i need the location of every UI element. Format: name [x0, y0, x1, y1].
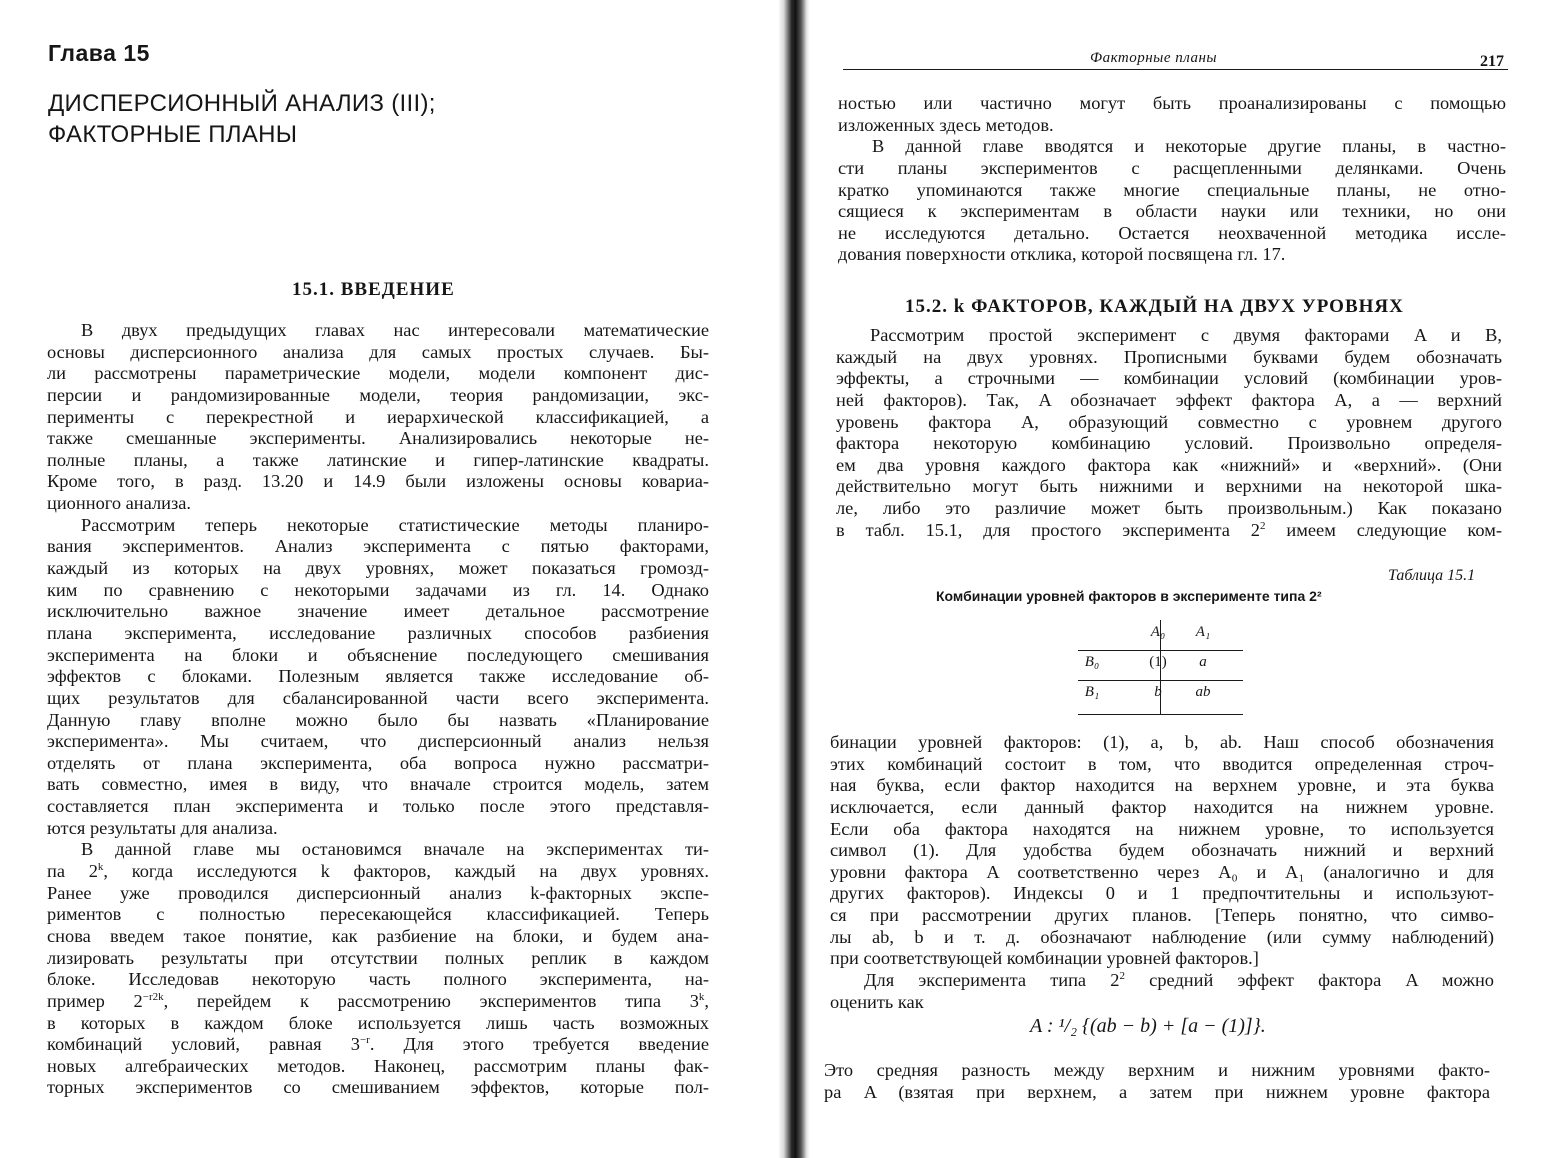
table-cell: (1) — [1149, 654, 1167, 670]
table-rule — [1078, 714, 1243, 715]
text-line: щих результатов для сбалансированной части всего эксперимента. — [47, 687, 709, 708]
text-line: эксперимента на блоки и объяснение последующего смешивания — [47, 644, 709, 665]
text-line: эффекты, а строчными — комбинации условий (комбинации уров- — [836, 368, 1502, 389]
text-line: не исследуются детально. Остается неохваченной методика иссле- — [838, 222, 1506, 243]
text-line: лизировать результаты при отсутствии полных реплик в каждом — [47, 947, 709, 968]
text-line: фактора некоторую комбинацию условий. Произвольно определя- — [836, 433, 1502, 454]
text-line: других факторов). Индексы 0 и 1 предпочтительны и используют- — [830, 883, 1494, 904]
text-line: плана эксперимента, исследование различных способов разбиения — [47, 622, 709, 643]
text-line: бинации уровней факторов: (1), a, b, ab. Наш способ обозначения — [830, 732, 1494, 752]
text-line: ким по сравнению с некоторыми задачами из гл. 14. Однако — [47, 579, 709, 600]
table-rule — [1160, 620, 1161, 714]
text-line: эффектов с блоками. Полезным является также исследование об- — [47, 666, 709, 687]
table-label: Таблица 15.1 — [1388, 567, 1476, 584]
text-line: уровень фактора A, образующий совместно с уровнем другого — [836, 411, 1502, 432]
chapter-title — [48, 88, 608, 150]
text-line: составляется план эксперимента и только после этого представля- — [47, 796, 709, 817]
text-line: блоке. Исследовав некоторую часть полного эксперимента, на- — [47, 969, 709, 990]
text-line: сящиеся к экспериментам в области науки или техники, но они — [838, 201, 1506, 222]
text-line: вать совместно, имея в виду, что вначале строится модель, затем — [47, 774, 709, 795]
header-rule — [843, 69, 1508, 70]
text-line: ются результаты для анализа. — [47, 817, 278, 838]
text-line: ся при рассмотрении других планов. [Теперь понятно, что симво- — [830, 905, 1494, 926]
text-line: Это средняя разность между верхним и нижним уровнями факто- — [824, 1060, 1490, 1080]
text-line: риментов с полностью пересекающейся классификацией. Теперь — [47, 904, 709, 925]
text-line: при соответствующей комбинации уровней факторов.] — [830, 948, 1259, 969]
book-gutter — [778, 0, 810, 1158]
text-line: Если оба фактора находятся на нижнем уровне, то используется — [830, 818, 1494, 839]
text-line: ле, либо это различие может быть произвольным.) Как показано — [836, 498, 1502, 519]
text-line: Кроме того, в разд. 13.20 и 14.9 были изложены основы ковариа- — [47, 471, 709, 492]
text-line: также смешанные эксперименты. Анализировались некоторые не- — [47, 428, 709, 449]
text-line: каждый на двух уровнях. Прописными буквами будем обозначать — [836, 346, 1502, 367]
text-line: уровни фактора A соответственно через A₀ и A₁ (аналогично и для — [830, 861, 1494, 882]
text-line: пример $2^{-r2k}$, перейдем к рассмотрению экспериментов типа 3$^k$, — [47, 990, 710, 1011]
text-line: ней факторов). Так, A обозначает эффект фактора A, a — верхний — [836, 389, 1502, 410]
text-line: Данную главу вполне можно было бы назвать «Планирование — [47, 709, 709, 730]
text-line: ра A (взятая при верхнем, а затем при нижнем уровне фактора — [824, 1081, 1490, 1102]
text-line: исключительно важное значение имеет детальное рассмотрение — [47, 601, 709, 622]
text-line: отделять от плана эксперимента, оба вопроса нужно рассматри- — [47, 752, 709, 773]
table-cell: a — [1199, 654, 1207, 670]
text-line: В данной главе вводятся и некоторые другие планы, в частно- — [872, 136, 1506, 157]
page-number: 217 — [1480, 53, 1504, 70]
table-cell: b — [1154, 684, 1162, 700]
chapter-label: Глава 15 — [48, 40, 150, 66]
text-line: ционного анализа. — [47, 493, 192, 514]
table-cell: ab — [1195, 684, 1211, 700]
text-line: торных экспериментов со смешиванием эффектов, которые пол- — [47, 1077, 709, 1098]
text-line: па 2$^k$, когда исследуются k факторов, каждый на двух уровнях. — [47, 860, 709, 882]
body-text-left — [47, 320, 709, 1099]
section-title-15-1: 15.1. ВВЕДЕНИЕ — [292, 279, 455, 300]
text-line: ем два уровня каждого фактора как «нижний» и «верхний». (Они — [836, 454, 1502, 475]
text-line: основы дисперсионного анализа для самых простых случаев. Бы- — [47, 341, 709, 362]
body-text-right-top — [838, 93, 1506, 266]
text-line: комбинаций условий, равная $3^{-r}$. Для этого требуется введение — [47, 1034, 709, 1055]
text-line: новых алгебраических методов. Наконец, рассмотрим планы фак- — [47, 1055, 709, 1076]
text-line: персии и рандомизированные модели, теория рандомизации, экс- — [47, 384, 709, 405]
text-line: ностью или частично могут быть проанализированы с помощью — [838, 93, 1506, 113]
left-page — [0, 0, 780, 1158]
table-caption: Комбинации уровней факторов в эксперименте типа 2² — [936, 588, 1322, 604]
table-row-header: B₀ — [1084, 654, 1100, 670]
factor-table — [1078, 620, 1243, 718]
text-line: перименты с перекрестной и иерархической классификацией, а — [47, 406, 709, 427]
body-text-right-end — [824, 1060, 1490, 1103]
text-line: в которых в каждом блоке используется лишь часть возможных — [47, 1012, 709, 1033]
text-line: ли рассмотрены параметрические модели, модели компонент дис- — [47, 363, 709, 384]
text-line: вания экспериментов. Анализ эксперимента с пятью факторами, — [47, 536, 709, 557]
text-line: действительно могут быть нижними и верхними на некоторой шка- — [836, 476, 1502, 497]
text-line: снова введем такое понятие, как разбиение на блоки, и будем ана- — [47, 925, 709, 946]
table-col-header: A₀ — [1150, 624, 1166, 640]
text-line: каждый из которых на двух уровнях, может показаться громозд- — [47, 558, 709, 579]
text-line: эксперимента». Мы считаем, что дисперсионный анализ нельзя — [47, 731, 709, 752]
text-line: Рассмотрим простой эксперимент с двумя факторами A и B, — [870, 325, 1502, 345]
section-title-15-2: 15.2. k ФАКТОРОВ, КАЖДЫЙ НА ДВУХ УРОВНЯХ — [905, 296, 1404, 317]
text-line: этих комбинаций состоит в том, что вводится определенная строч- — [830, 753, 1494, 774]
text-line: в табл. 15.1, для простого эксперимента $2^2$ имеем следующие ком- — [836, 519, 1503, 540]
text-line: Рассмотрим теперь некоторые статистические методы планиро- — [81, 514, 709, 535]
text-line: оценить как — [830, 991, 924, 1012]
body-text-right-bottom — [830, 732, 1494, 1013]
text-line: кратко упоминаются также многие специальные планы, не отно- — [838, 179, 1506, 200]
text-line: ная буква, если фактор находится на верхнем уровне, и эта буква — [830, 775, 1494, 796]
chapter-title-line: ФАКТОРНЫЕ ПЛАНЫ — [48, 121, 298, 148]
body-text-right-middle — [836, 325, 1502, 541]
table-col-header: A₁ — [1195, 624, 1211, 640]
text-line: лы ab, b и т. д. обозначают наблюдение (или сумму наблюдений) — [830, 926, 1494, 947]
text-line: Для эксперимента типа $2^2$ средний эффект фактора A можно — [864, 969, 1494, 991]
table-row-header: B₁ — [1084, 684, 1100, 700]
running-head: Факторные планы — [1090, 50, 1218, 66]
formula-effect-a: A : ¹/₂ {(ab − b) + [a − (1)]}. — [1030, 1015, 1266, 1037]
chapter-title-line: ДИСПЕРСИОННЫЙ АНАЛИЗ (III); — [48, 90, 436, 117]
text-line: дования поверхности отклика, которой посвящена гл. 17. — [838, 244, 1286, 265]
text-line: Ранее уже проводился дисперсионный анализ k-факторных экспе- — [47, 882, 709, 903]
text-line: символ (1). Для удобства будем обозначать нижний и верхний — [830, 840, 1494, 861]
text-line: сти планы экспериментов с расщепленными делянками. Очень — [838, 157, 1506, 178]
text-line: изложенных здесь методов. — [838, 114, 1054, 135]
text-line: исключается, если данный фактор находится на нижнем уровне. — [830, 796, 1494, 817]
text-line: В данной главе мы остановимся вначале на экспериментах ти- — [81, 839, 709, 860]
text-line: полные планы, а также латинские и гипер-латинские квадраты. — [47, 449, 709, 470]
text-line: В двух предыдущих главах нас интересовали математические — [81, 320, 709, 340]
